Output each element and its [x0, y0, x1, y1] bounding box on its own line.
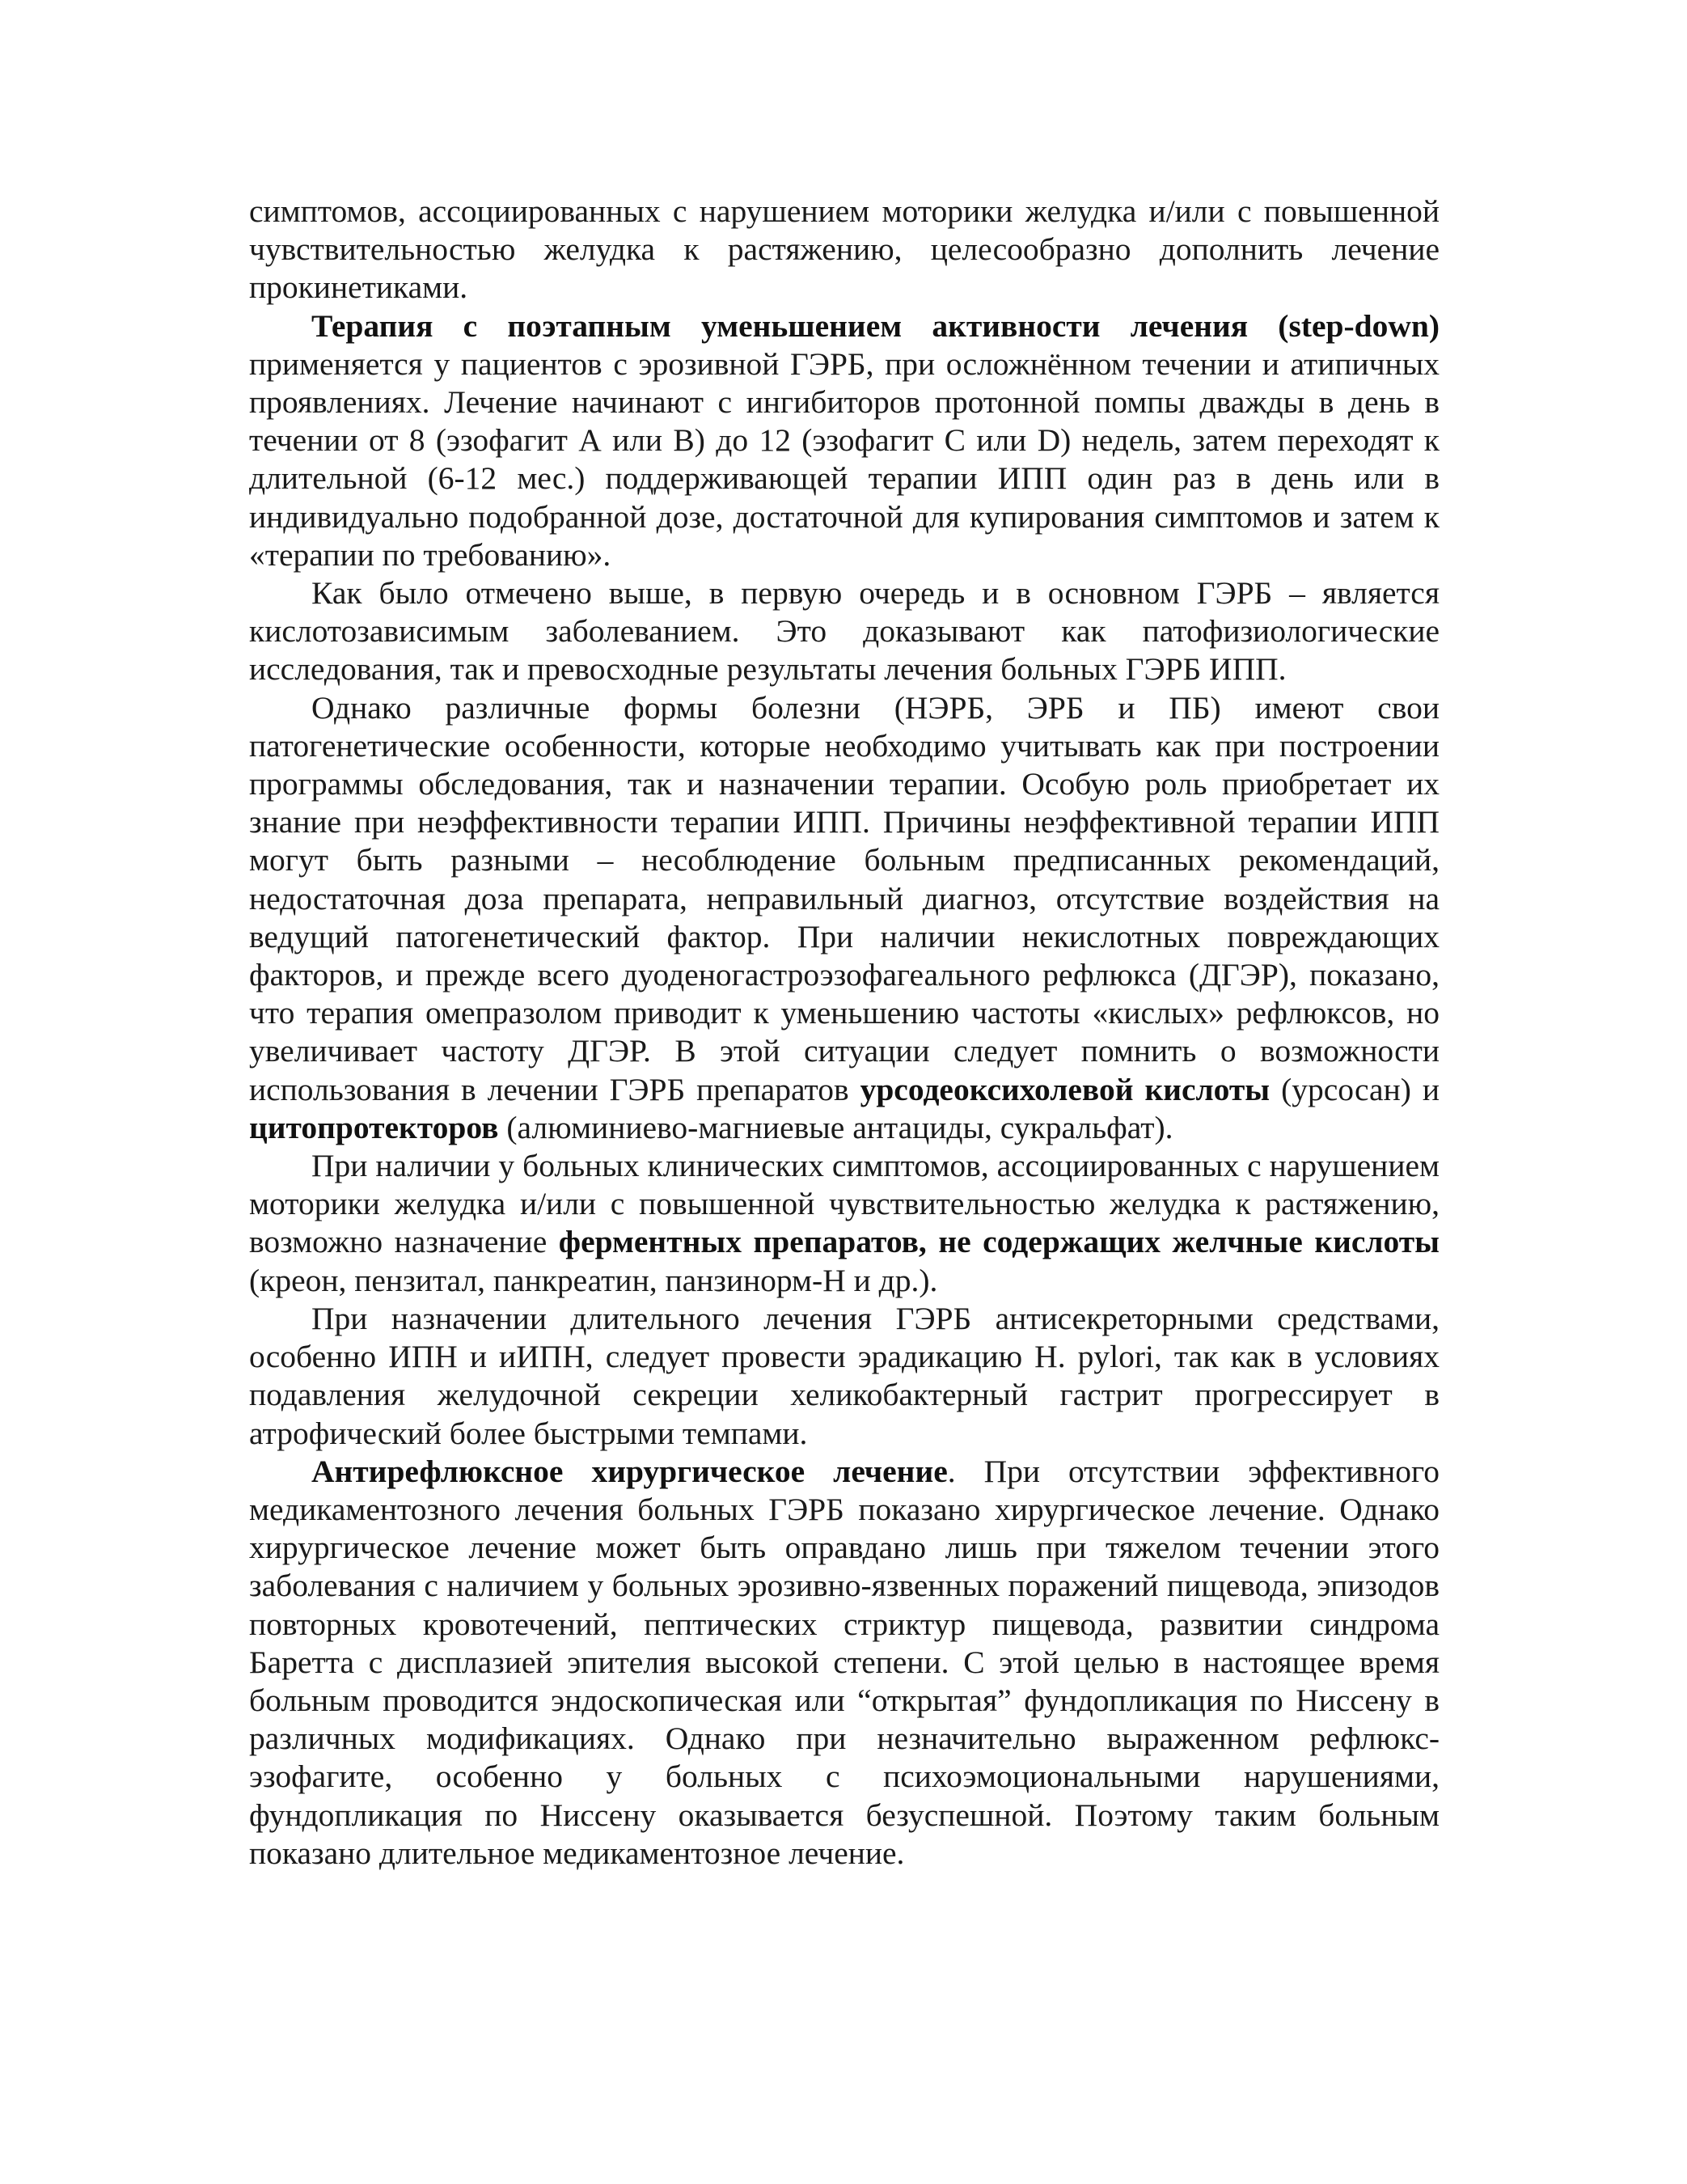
bold-term: Терапия с поэтапным уменьшением активности лечения (step-down) — [311, 307, 1440, 344]
paragraph-text: (урсосан) и — [1270, 1071, 1440, 1107]
paragraph-text: применяется у пациентов с эрозивной ГЭРБ, при осложнённом течении и атипичных проявлениях. Лечение начинают с ингибиторов протонной помпы дважды в день в течении от 8 (эзофагит А или В) до 12 (эзофагит С или D) недель, затем переходят к длительной (6-12 мес.) поддерживающей терапии ИПП один раз в день или в индивидуально подобранной дозе, достаточной для купирования симптомов и затем к «терапии по требованию». — [249, 345, 1440, 573]
paragraph-surgical-treatment — [249, 1453, 1440, 1873]
paragraph-text: симптомов, ассоциированных с нарушением моторики желудка и/или с повышенной чувствительностью желудка к растяжению, целесообразно дополнить лечение прокинетиками. — [249, 193, 1440, 306]
paragraph — [249, 689, 1440, 1147]
bold-term: урсодеоксихолевой кислоты — [860, 1071, 1271, 1107]
paragraph-text: (алюминиево-магниевые антациды, сукральфат). — [498, 1109, 1173, 1145]
paragraph-text: При назначении длительного лечения ГЭРБ антисекреторными средствами, особенно ИПН и иИПН, следует провести эрадикацию H. pylori, так как в условиях подавления желудочной секреции хеликобактерный гастрит прогрессирует в атрофический более быстрыми темпами. — [249, 1300, 1440, 1451]
document-body — [249, 193, 1440, 1873]
paragraph — [249, 1300, 1440, 1453]
bold-term: цитопротекторов — [249, 1109, 499, 1145]
paragraph — [249, 193, 1440, 307]
bold-term: ферментных препаратов, не содержащих желчные кислоты — [558, 1224, 1440, 1260]
paragraph-text: Однако различные формы болезни (НЭРБ, ЭРБ и ПБ) имеют свои патогенетические особенности, которые необходимо учитывать как при построении программы обследования, так и назначении терапии. Особую роль приобретает их знание при неэффективности терапии ИПП. Причины неэффективной терапии ИПП могут быть разными – несоблюдение больным предписанных рекомендаций, недостаточная доза препарата, неправильный диагноз, отсутствие воздействия на ведущий патогенетический фактор. При наличии некислотных повреждающих факторов, и прежде всего дуоденогастроэзофагеального рефлюкса (ДГЭР), показано, что терапия омепразолом приводит к уменьшению частоты «кислых» рефлюксов, но увеличивает частоту ДГЭР. В этой ситуации следует помнить о возможности использования в лечении ГЭРБ препаратов — [249, 689, 1440, 1107]
paragraph-text: . При отсутствии эффективного медикаментозного лечения больных ГЭРБ показано хирургическое лечение. Однако хирургическое лечение может быть оправдано лишь при тяжелом течении этого заболевания с наличием у больных эрозивно-язвенных поражений пищевода, эпизодов повторных кровотечений, пептических стриктур пищевода, развитии синдрома Баретта с дисплазией эпителия высокой степени. С этой целью в настоящее время больным проводится эндоскопическая или “открытая” фундопликация по Ниссену в различных модификациях. Однако при незначительно выраженном рефлюкс-эзофагите, особенно у больных с психоэмоциональными нарушениями, фундопликация по Ниссену оказывается безуспешной. Поэтому таким больным показано длительное медикаментозное лечение. — [249, 1453, 1440, 1871]
bold-term: Антирефлюксное хирургическое лечение — [311, 1453, 948, 1489]
paragraph-text: При наличии у больных клинических симптомов, ассоциированных с нарушением моторики желудка и/или с повышенной чувствительностью желудка к растяжению, возможно назначение — [249, 1148, 1440, 1260]
paragraph-text: (креон, пензитал, панкреатин, панзинорм-Н и др.). — [249, 1262, 938, 1298]
paragraph — [249, 1147, 1440, 1300]
paragraph — [249, 574, 1440, 689]
paragraph-step-down-therapy — [249, 307, 1440, 574]
paragraph-text: Как было отмечено выше, в первую очередь и в основном ГЭРБ – является кислотозависимым заболеванием. Это доказывают как патофизиологические исследования, так и превосходные результаты лечения больных ГЭРБ ИПП. — [249, 575, 1440, 688]
